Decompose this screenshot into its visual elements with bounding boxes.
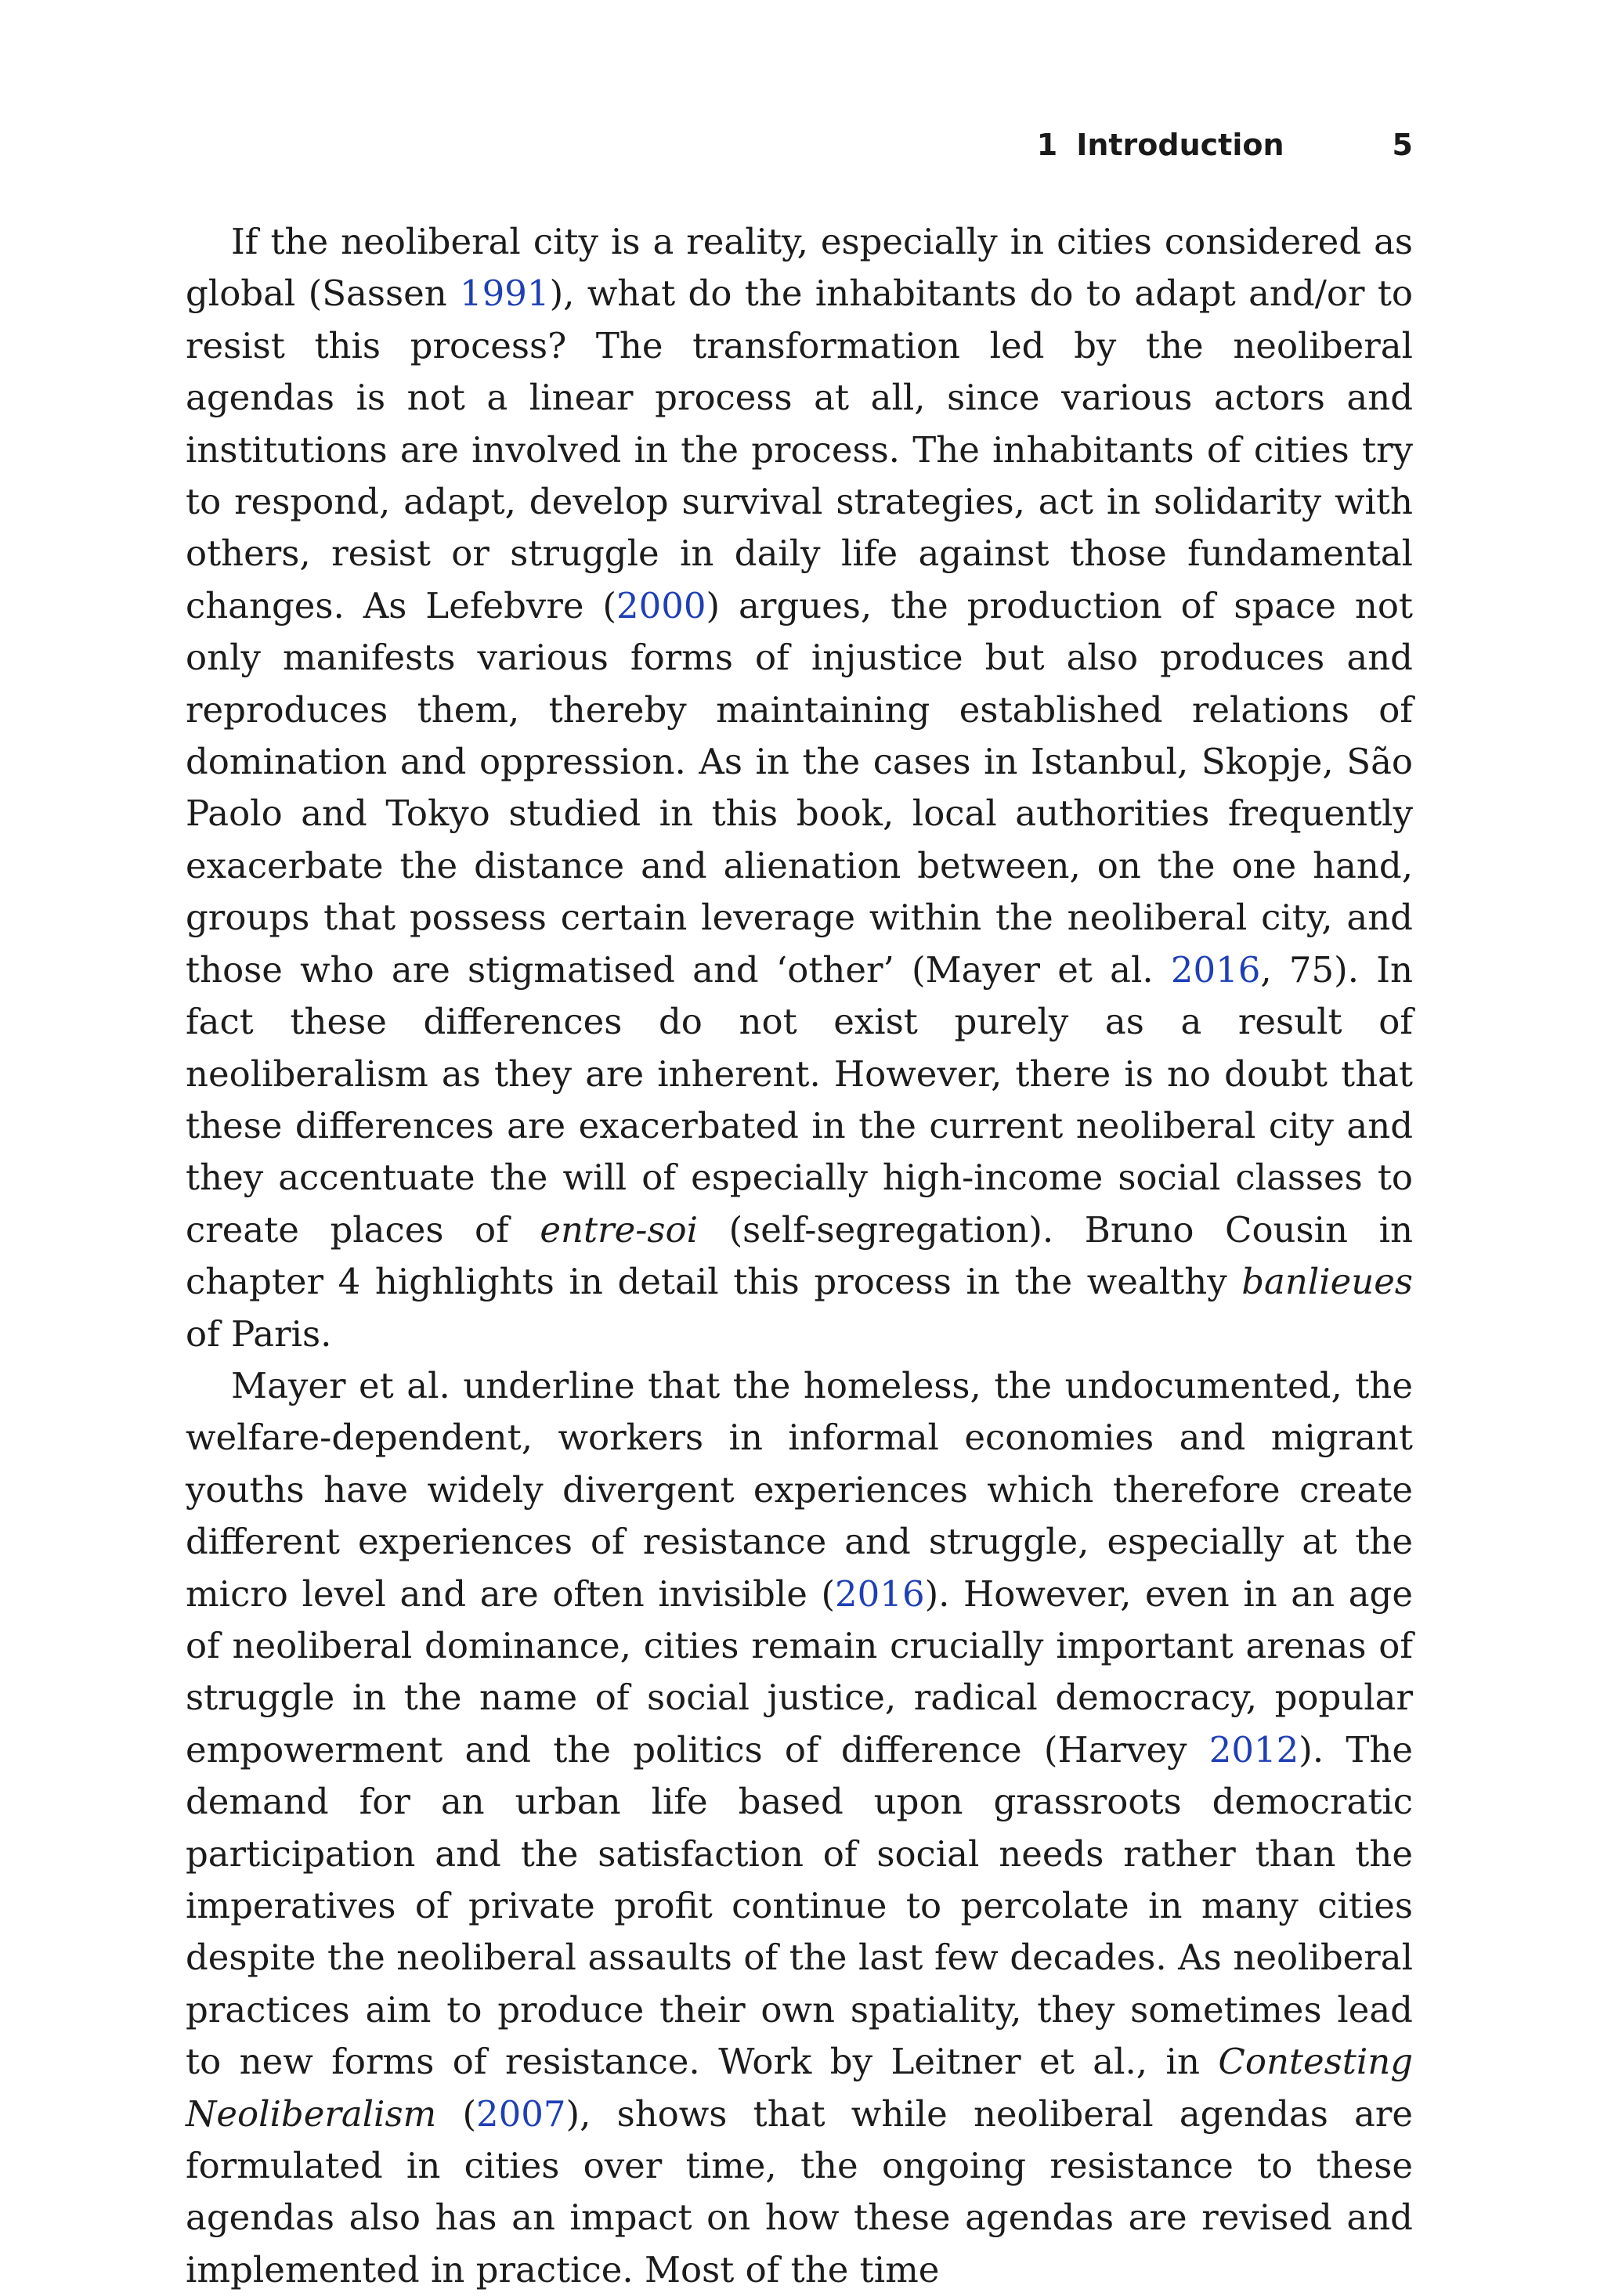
text-run: ). The demand for an urban life based upon grassroots democratic participation and the satisfaction of social needs rather than the imperatives of private profit continue to percolate in many cities despite the neoliberal assaults of the last few decades. As neoliberal practices aim to produce their own spatiality, they sometimes lead to new forms of resistance. Work by Leitner et al., in: [186, 1728, 1414, 2083]
text-run: ) argues, the production of space not only manifests various forms of injustice but also produces and reproduces them, thereby maintaining established relations of domination and oppression. As in the cases in Istanbul, Skopje, São Paolo and Tokyo studied in this book, local authorities frequently exacerbate the distance and alienation between, on the one hand, groups that possess certain leverage within the neoliberal city, and those who are stigmatised and ‘other’ (Mayer et al.: [186, 584, 1413, 991]
citation-link[interactable]: 2000: [616, 584, 706, 626]
italic-term: Contesting Neoliberalism: [186, 2041, 1413, 2135]
citation-link[interactable]: 1991: [460, 273, 550, 315]
running-head: [783, 124, 1413, 166]
body-text: [186, 216, 1413, 2296]
text-run: of Paris.: [186, 1312, 332, 1355]
chapter-number: 1: [1036, 128, 1058, 162]
text-run: Mayer et al. underline that the homeless, the undocumented, the welfare-dependent, workers in informal economies and migrant youths have widely divergent experiences which therefore create different experiences of resistance and struggle, especially at the micro level and are often invisible (: [186, 1364, 1413, 1615]
italic-term: banlieues: [1241, 1261, 1413, 1303]
italic-term: entre-soi: [540, 1208, 698, 1251]
text-run: ), what do the inhabitants do to adapt and/or to resist this process? The transformation led by the neoliberal agendas is not a linear process at all, since various actors and institutions are involved in the process. The inhabitants of cities try to respond, adapt, develop survival strategies, act in solidarity with others, resist or struggle in daily life against those fundamental changes. As Lefebvre (: [186, 273, 1414, 626]
page-number: 5: [1392, 128, 1413, 162]
citation-link[interactable]: 2012: [1208, 1728, 1299, 1771]
citation-link[interactable]: 2007: [476, 2092, 566, 2135]
text-run: (: [436, 2092, 476, 2135]
text-run: ). However, even in an age of neoliberal dominance, cities remain crucially important arenas of struggle in the name of social justice, radical democracy, popular empowerment and the politics of difference (Harvey: [186, 1572, 1413, 1771]
text-run: If the neoliberal city is a reality, especially in cities considered as global (Sassen: [186, 221, 1413, 315]
paragraph: [186, 1360, 1413, 2296]
citation-link[interactable]: 2016: [1170, 948, 1261, 991]
text-run: ), shows that while neoliberal agendas are formulated in cities over time, the ongoing resistance to these agendas also has an impact on how these agendas are revised and implemented in practice. Most of the time: [186, 2092, 1413, 2291]
chapter-title: Introduction: [1076, 128, 1284, 162]
text-run: (self-segregation). Bruno Cousin in chapter 4 highlights in detail this process in the wealthy: [186, 1208, 1413, 1303]
text-run: , 75). In fact these differences do not exist purely as a result of neoliberalism as they are inherent. However, there is no doubt that these differences are exacerbated in the current neoliberal city and they accentuate the will of especially high-income social classes to create places of: [186, 948, 1413, 1251]
paragraph: [186, 216, 1413, 1360]
citation-link[interactable]: 2016: [835, 1572, 925, 1615]
